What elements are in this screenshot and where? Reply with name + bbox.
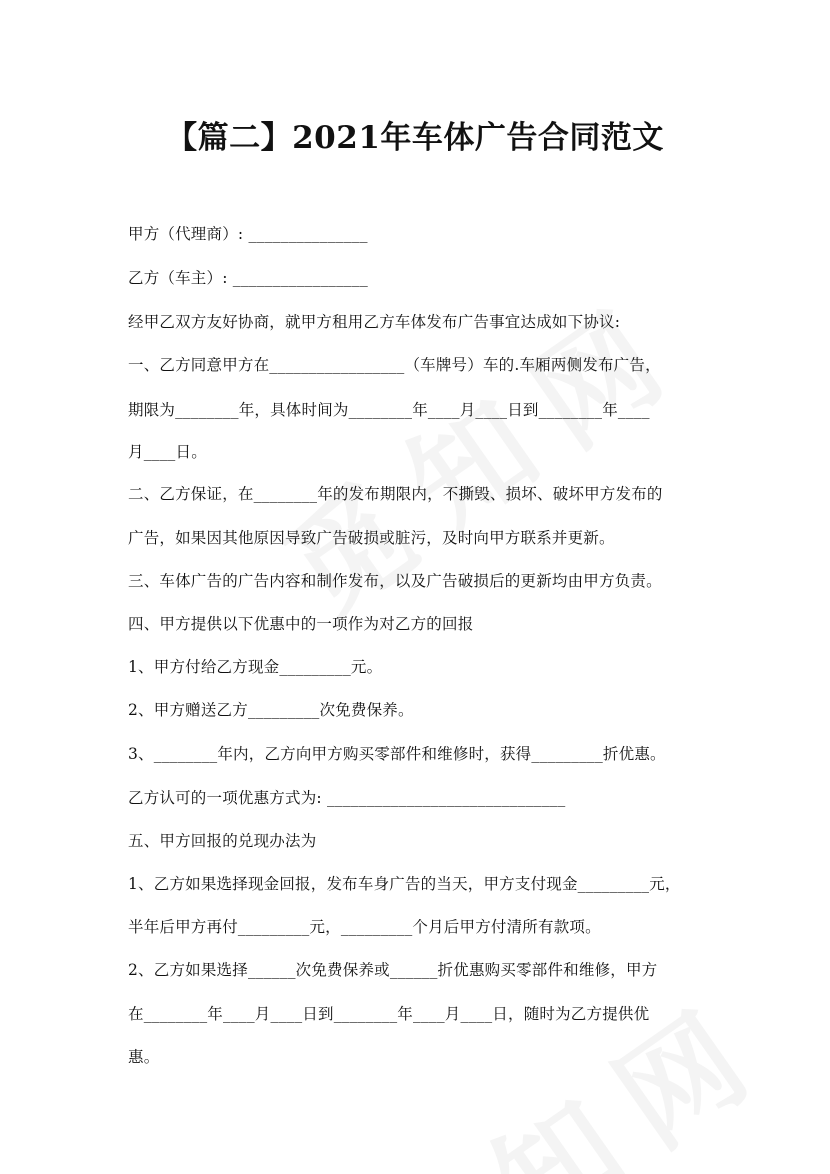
payment-clause-1-line-2: 半年后甲方再付_________元，_________个月后甲方付清所有款项。: [128, 918, 601, 936]
payment-clause-2-line-1: 2、乙方如果选择______次免费保养或______折优惠购买零部件和维修，甲方: [128, 961, 658, 979]
agreement-intro: 经甲乙双方友好协商，就甲方租用乙方车体发布广告事宜达成如下协议:: [128, 313, 621, 331]
party-b-line: 乙方（车主）: _________________: [128, 269, 368, 287]
payment-clause-1-line-1: 1、乙方如果选择现金回报，发布车身广告的当天，甲方支付现金_________元，: [128, 875, 681, 893]
payment-clause-2-line-3: 惠。: [128, 1048, 160, 1066]
document-title: 【篇二】2021年车体广告合同范文: [166, 120, 664, 156]
chosen-option-line: 乙方认可的一项优惠方式为: ______________________________: [128, 789, 566, 807]
payment-clause-2-line-2: 在________年____月____日到________年____月____日，随时为乙方提供优: [128, 1005, 650, 1023]
option-1: 1、甲方付给乙方现金_________元。: [128, 658, 383, 676]
option-2: 2、甲方赠送乙方_________次免费保养。: [128, 701, 414, 719]
party-a-line: 甲方（代理商）: _______________: [128, 225, 368, 243]
clause-3: 三、车体广告的广告内容和制作发布，以及广告破损后的更新均由甲方负责。: [128, 572, 662, 590]
clause-1-line-2: 期限为________年，具体时间为________年____月____日到________年____: [128, 401, 650, 419]
clause-5-heading: 五、甲方回报的兑现办法为: [128, 832, 317, 850]
option-3: 3、________年内，乙方向甲方购买零部件和维修时，获得_________折优惠。: [128, 745, 666, 763]
clause-2-line-2: 广告，如果因其他原因导致广告破损或脏污，及时向甲方联系并更新。: [128, 529, 615, 547]
clause-1-line-1: 一、乙方同意甲方在_________________（车牌号）车的.车厢两侧发布广告，: [128, 356, 661, 374]
clause-2-line-1: 二、乙方保证，在________年的发布期限内，不撕毁、损坏、破坏甲方发布的: [128, 485, 663, 503]
clause-1-line-3: 月____日。: [128, 443, 207, 461]
clause-4-heading: 四、甲方提供以下优惠中的一项作为对乙方的回报: [128, 615, 474, 633]
